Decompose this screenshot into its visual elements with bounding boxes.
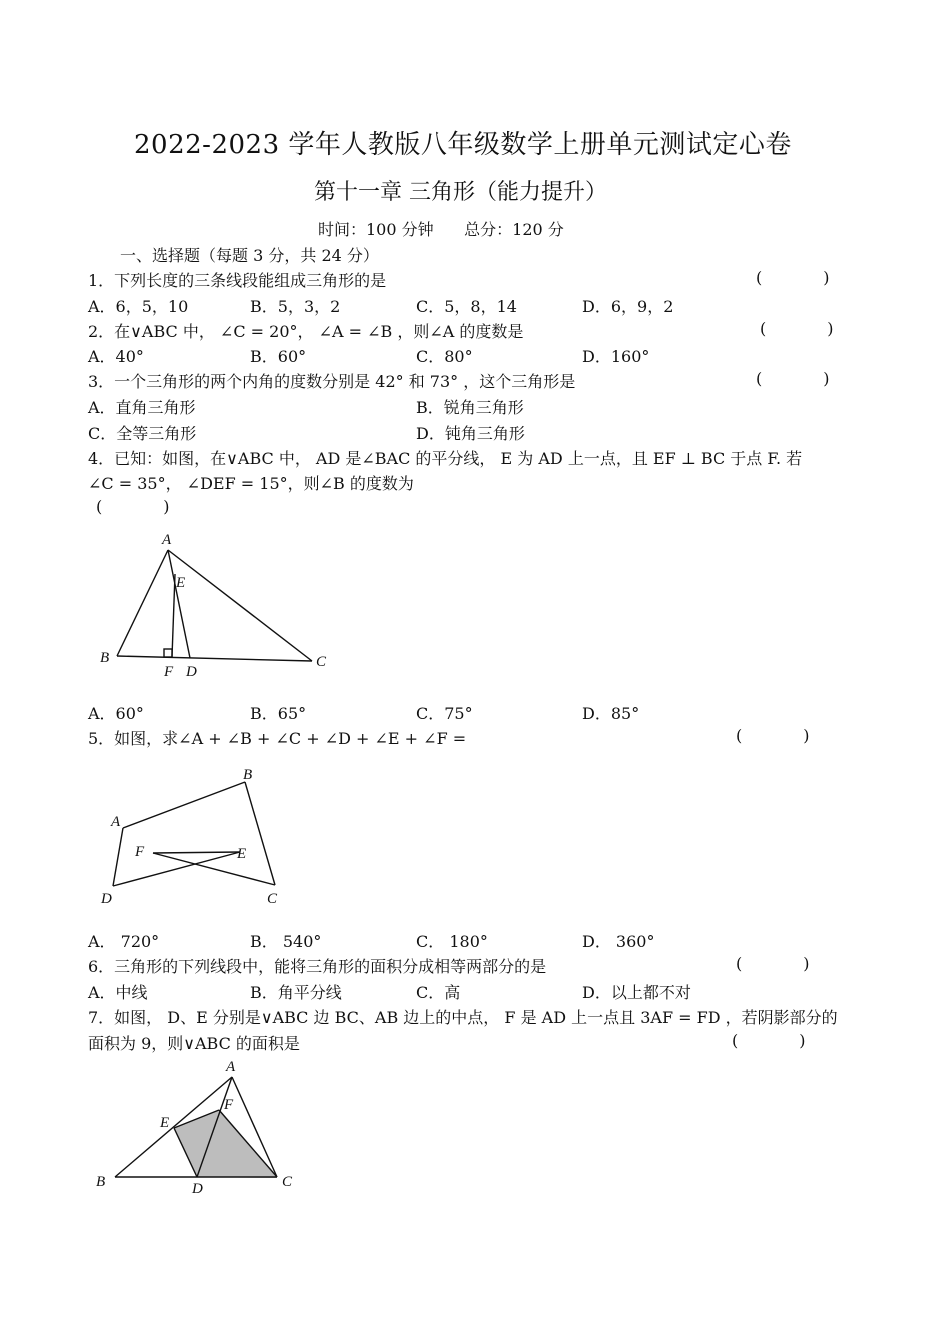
question-2-option-c: C．80° xyxy=(416,347,473,366)
question-6-answer-blank: ( ) xyxy=(736,954,810,973)
q4-label-c: C xyxy=(316,654,327,670)
question-2-option-a: A．40° xyxy=(88,347,144,366)
question-4-option-c: C．75° xyxy=(416,704,473,723)
question-1-option-b: B．5，3，2 xyxy=(250,297,341,316)
question-2-stem: 2．在∨ABC 中， ∠C = 20°， ∠A = ∠B ，则∠A 的度数是 xyxy=(88,322,524,341)
q7-label-e: E xyxy=(160,1115,170,1131)
question-5-stem: 5．如图，求∠A + ∠B + ∠C + ∠D + ∠E + ∠F = xyxy=(88,729,467,748)
q4-label-e: E xyxy=(176,575,186,591)
q5-label-d: D xyxy=(101,891,112,907)
question-3-stem: 3．一个三角形的两个内角的度数分别是 42° 和 73° ，这个三角形是 xyxy=(88,372,576,391)
q4-label-b: B xyxy=(100,650,110,666)
q7-label-d: D xyxy=(192,1181,203,1195)
question-1-option-c: C．5，8，14 xyxy=(416,297,517,316)
question-4-option-d: D．85° xyxy=(582,704,640,723)
question-3-option-a: A．直角三角形 xyxy=(88,398,196,417)
question-2-option-b: B．60° xyxy=(250,347,307,366)
question-6-stem: 6．三角形的下列线段中，能将三角形的面积分成相等两部分的是 xyxy=(88,957,547,976)
question-4-figure xyxy=(90,530,350,690)
q7-label-c: C xyxy=(282,1174,293,1190)
exam-title: 2022-2023 学年人教版八年级数学上册单元测试定心卷 xyxy=(134,130,792,160)
question-5-figure xyxy=(95,760,295,910)
question-3-answer-blank: ( ) xyxy=(756,369,830,388)
question-6-option-a: A．中线 xyxy=(88,983,148,1002)
question-2-answer-blank: ( ) xyxy=(760,319,834,338)
question-4-answer-blank: ( ) xyxy=(96,497,170,516)
question-4-option-b: B．65° xyxy=(250,704,307,723)
question-7-figure xyxy=(90,1055,310,1195)
q5-label-c: C xyxy=(267,891,278,907)
question-1-option-d: D．6，9，2 xyxy=(582,297,674,316)
question-5-option-d: D． 360° xyxy=(582,932,655,951)
chapter-subtitle: 第十一章 三角形（能力提升） xyxy=(314,180,607,205)
q5-label-f: F xyxy=(135,844,145,860)
q5-label-a: A xyxy=(111,814,121,830)
question-4-option-a: A．60° xyxy=(88,704,144,723)
q5-label-b: B xyxy=(243,767,253,783)
q7-label-f: F xyxy=(224,1097,234,1113)
question-5-option-c: C． 180° xyxy=(416,932,488,951)
question-1-answer-blank: ( ) xyxy=(756,268,830,287)
question-4-stem: 4．已知：如图，在∨ABC 中， AD 是∠BAC 的平分线， E 为 AD 上一点，且 EF ⊥ BC 于点 F. 若 xyxy=(88,449,803,468)
section-heading: 一、选择题（每题 3 分，共 24 分） xyxy=(120,246,379,265)
question-5-option-b: B． 540° xyxy=(250,932,322,951)
question-5-option-a: A． 720° xyxy=(88,932,160,951)
question-7-stem: 7．如图， D、E 分别是∨ABC 边 BC、AB 边上的中点， F 是 AD 上一点且 3AF = FD ，若阴影部分的 xyxy=(88,1008,838,1027)
question-4-stem-continued: ∠C = 35°， ∠DEF = 15°，则∠B 的度数为 xyxy=(88,474,414,493)
question-6-option-b: B．角平分线 xyxy=(250,983,342,1002)
question-1-stem: 1．下列长度的三条线段能组成三角形的是 xyxy=(88,271,387,290)
q5-label-e: E xyxy=(237,846,247,862)
q7-label-b: B xyxy=(96,1174,106,1190)
question-3-option-b: B．锐角三角形 xyxy=(416,398,524,417)
q4-label-f: F xyxy=(164,664,174,680)
q7-label-a: A xyxy=(226,1059,236,1075)
question-3-option-c: C．全等三角形 xyxy=(88,424,197,443)
exam-info: 时间：100 分钟 总分：120 分 xyxy=(318,220,564,239)
question-6-option-d: D．以上都不对 xyxy=(582,983,691,1002)
question-7-answer-blank: ( ) xyxy=(732,1031,806,1050)
q4-label-a: A xyxy=(162,532,172,548)
question-6-option-c: C．高 xyxy=(416,983,461,1002)
question-7-stem-continued: 面积为 9，则∨ABC 的面积是 xyxy=(88,1034,300,1053)
question-2-option-d: D．160° xyxy=(582,347,650,366)
q4-label-d: D xyxy=(186,664,197,680)
question-3-option-d: D．钝角三角形 xyxy=(416,424,525,443)
question-5-answer-blank: ( ) xyxy=(736,726,810,745)
question-1-option-a: A．6，5，10 xyxy=(88,297,189,316)
